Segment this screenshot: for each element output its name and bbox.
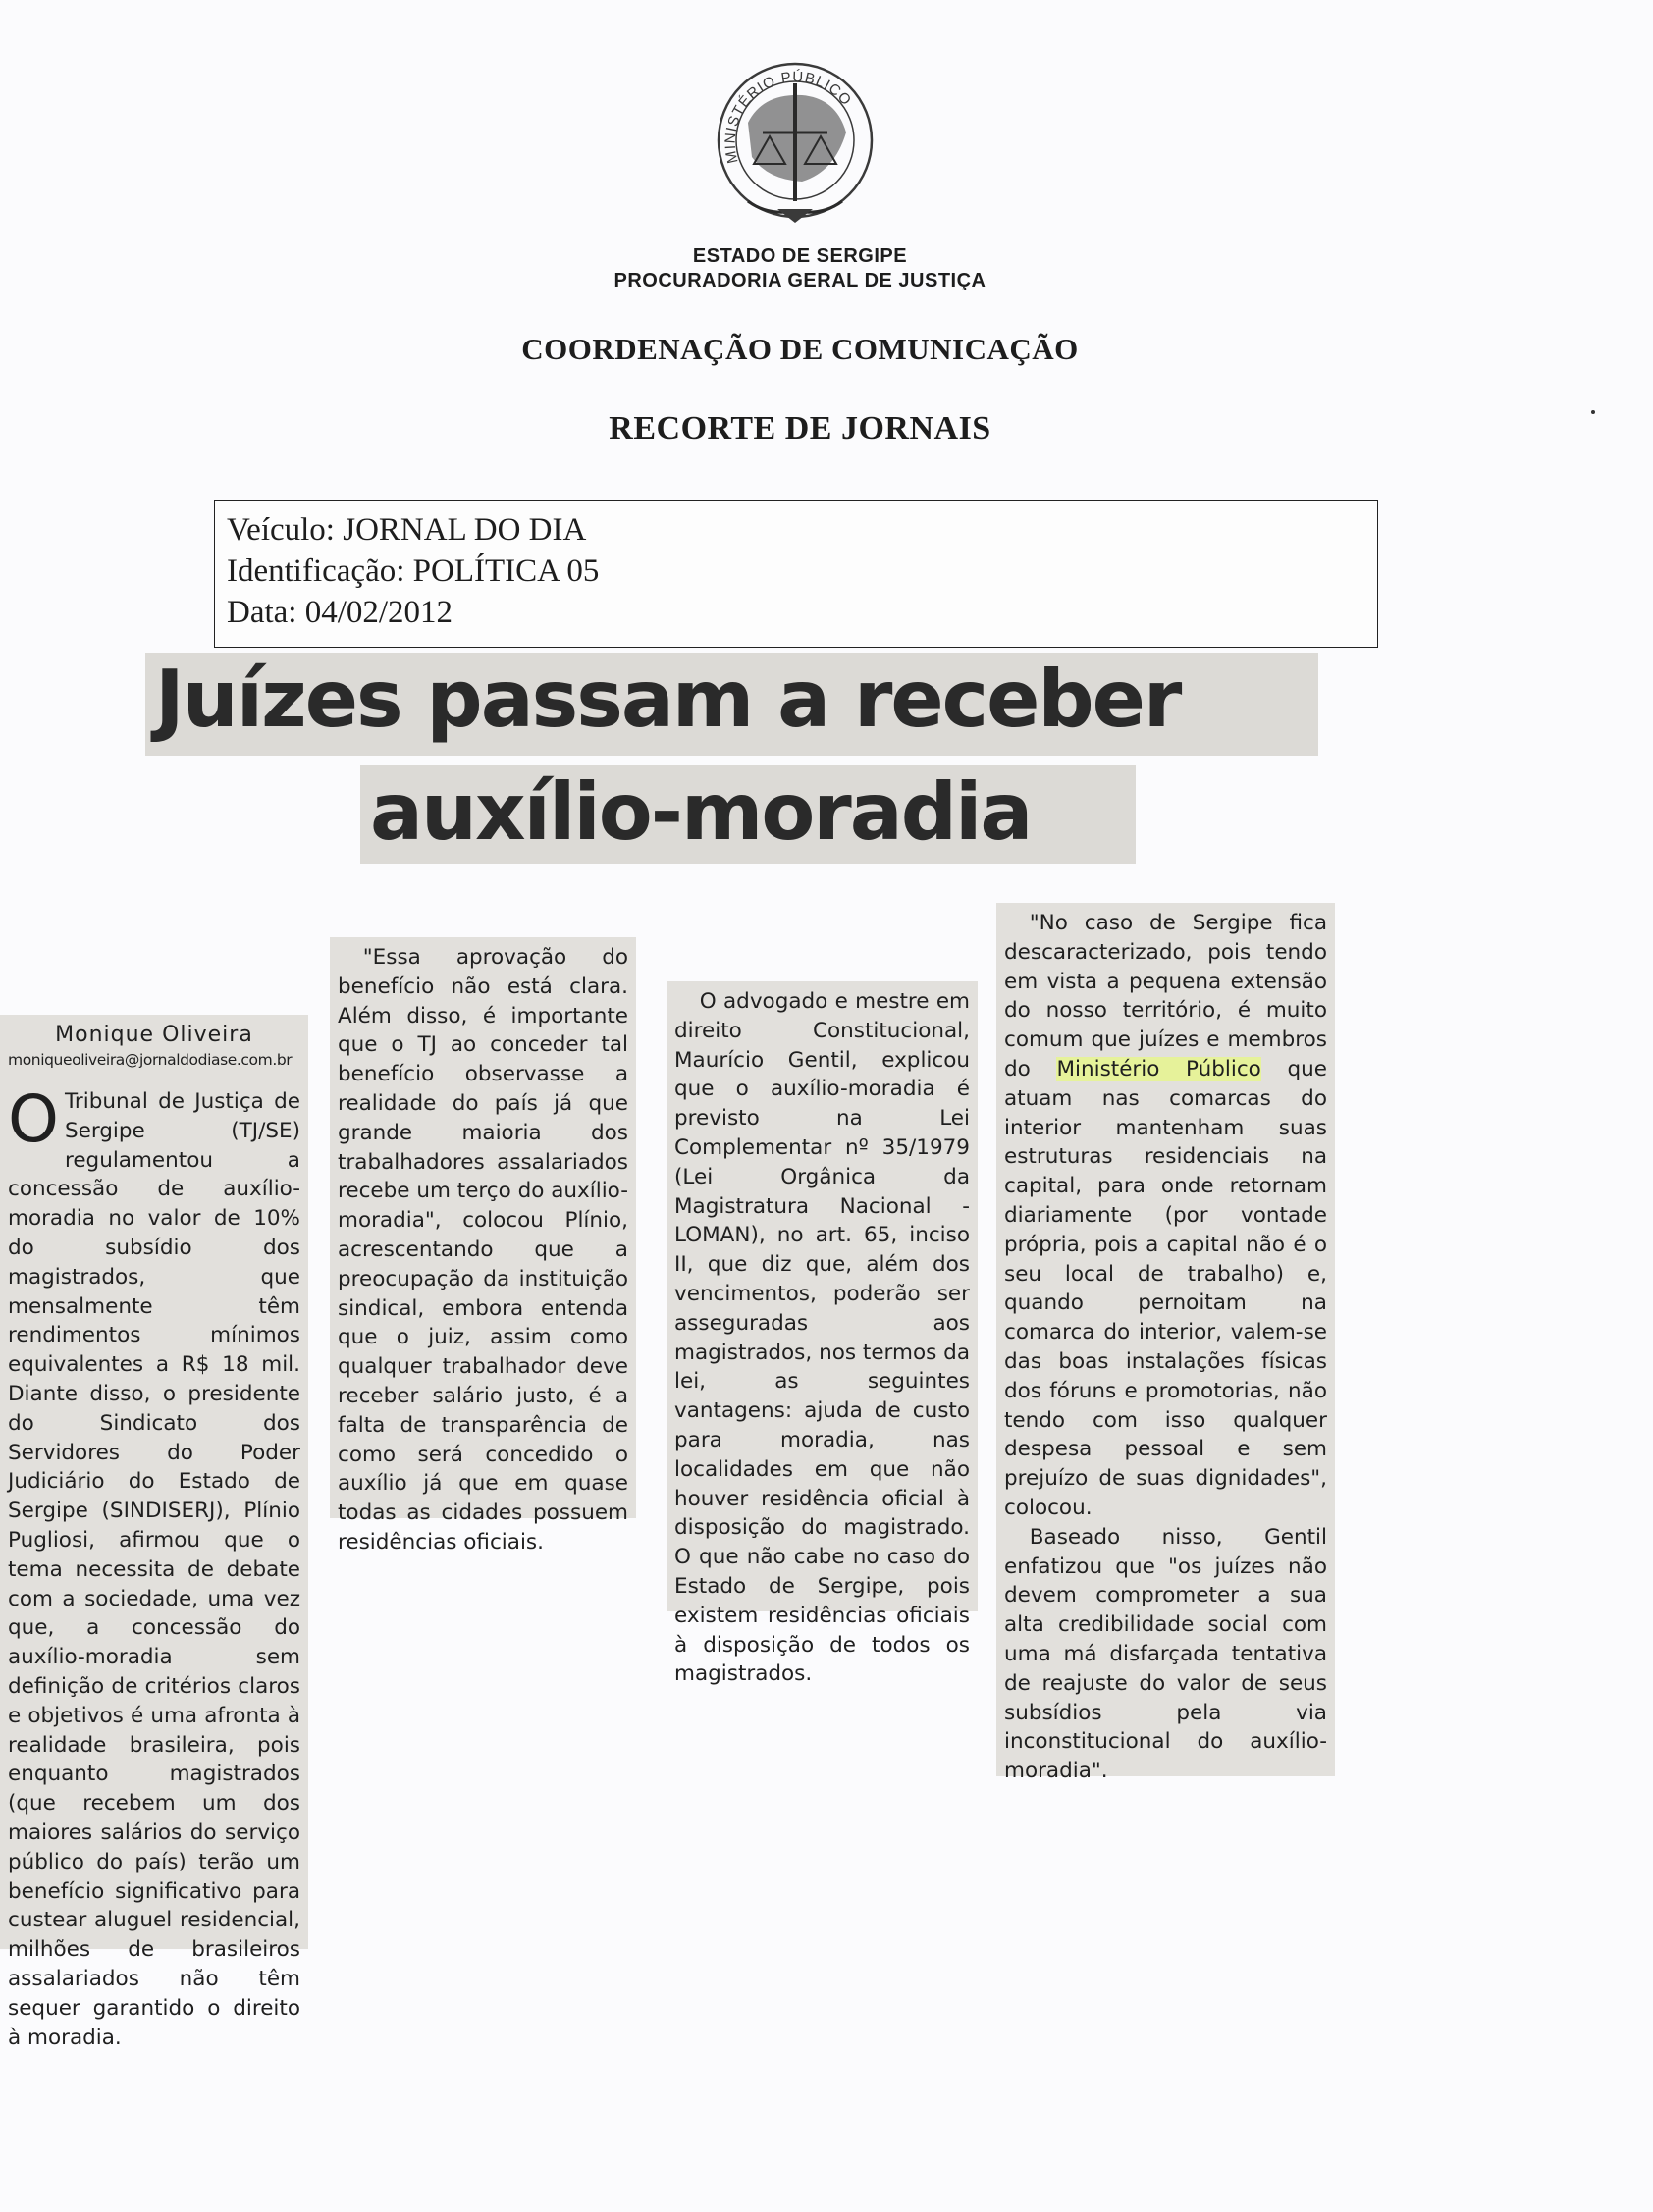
drop-cap: O <box>8 1081 59 1157</box>
article-column-4 <box>996 903 1335 1784</box>
info-identification: Identificação: POLÍTICA 05 <box>227 553 600 589</box>
headline-line-2: auxílio-moradia <box>360 765 1136 864</box>
info-date: Data: 04/02/2012 <box>227 595 453 630</box>
seal-ring-text: MINISTÉRIO PÚBLICO <box>721 69 855 166</box>
clipping-info-box <box>214 500 1378 648</box>
info-vehicle: Veículo: JORNAL DO DIA <box>227 512 587 548</box>
highlighted-text: Ministério Público <box>1056 1056 1261 1081</box>
column-4-text-before: "No caso de Sergipe fica descaracterizado, pois tendo em vista a pequena extensão do nosso território, é muito comum que juízes e membros do <box>1004 911 1327 1081</box>
byline-author: Monique Oliveira <box>55 1023 253 1047</box>
column-4-paragraph-2: Baseado nisso, Gentil enfatizou que "os juízes não devem comprometer a sua alta credibilidade social com uma má disfarçada tentativa de reajuste do valor de seus subsídios pela via inconstitucional do auxílio-moradia". <box>1004 1524 1327 1784</box>
seal-emblem-icon <box>709 54 881 229</box>
column-4-text-after: que atuam nas comarcas do interior mantenham suas estruturas residenciais na capital, para onde retornam diariamente (por vontade própria, pois a capital não é o seu local de trabalho) e, quando pernoitam na comarca do interior, valem-se das boas instalações físicas dos fóruns e promotorias, não tendo com isso qualquer despesa pessoal e sem prejuízo de suas dignidades", colocou. <box>1004 1056 1327 1520</box>
article-column-2 <box>330 937 636 1554</box>
ministerio-publico-seal <box>709 54 881 229</box>
column-4-paragraph-1 <box>1004 909 1327 1523</box>
byline-email: moniqueoliveira@jornaldodiase.com.br <box>8 1051 293 1069</box>
column-3-text: O advogado e mestre em direito Constitucional, Maurício Gentil, explicou que o auxílio-moradia é previsto na Lei Complementar nº 35/1979 (Lei Orgânica da Magistratura Nacional - LOMAN), no art. 65, inciso II, que diz que, além dos vencimentos, poderão ser asseguradas aos magistrados, nos termos da lei, as seguintes vantagens: ajuda de custo para moradia, nas localidades em que não houver residência oficial à disposição do magistrado. O que não cabe no caso do Estado de Sergipe, pois existem residências oficiais à disposição de todos os magistrados. <box>674 989 970 1687</box>
column-1-paragraph <box>8 1081 300 2052</box>
header-office: PROCURADORIA GERAL DE JUSTIÇA <box>613 270 986 291</box>
article-column-1 <box>0 1015 308 2050</box>
scan-speck <box>1591 410 1595 414</box>
column-2-text: "Essa aprovação do benefício não está clara. Além disso, é importante que o TJ ao conceder tal benefício observasse a realidade do país já que grande maioria dos trabalhadores assalariados recebe um terço do auxílio-moradia", colocou Plínio, acrescentando que a preocupação da instituição sindical, embora entenda que o juiz, assim como qualquer trabalhador deve receber salário justo, é a falta de transparência de como será concedido o auxílio já que em quase todas as cidades possuem residências oficiais. <box>338 945 628 1554</box>
headline-line-1: Juízes passam a receber <box>145 653 1318 756</box>
header-department: COORDENAÇÃO DE COMUNICAÇÃO <box>521 332 1079 366</box>
article-column-3 <box>667 981 978 1687</box>
header-state: ESTADO DE SERGIPE <box>692 245 908 267</box>
column-1-text: Tribunal de Justiça de Sergipe (TJ/SE) regulamentou a concessão de auxílio-moradia no valor de 10% do subsídio dos magistrados, que mensalmente têm rendimentos mínimos equivalentes a R$ 18 mil. Diante disso, o presidente do Sindicato dos Servidores do Poder Judiciário do Estado de Sergipe (SINDISERJ), Plínio Pugliosi, afirmou que o tema necessita de debate com a sociedade, uma vez que, a concessão do auxílio-moradia sem definição de critérios claros e objetivos é uma afronta à realidade brasileira, pois enquanto magistrados (que recebem um dos maiores salários do serviço público do país) terão um benefício significativo para custear aluguel residencial, milhões de brasileiros assalariados não têm sequer garantido o direito à moradia. <box>8 1089 300 2050</box>
header-section-title: RECORTE DE JORNAIS <box>609 410 991 447</box>
